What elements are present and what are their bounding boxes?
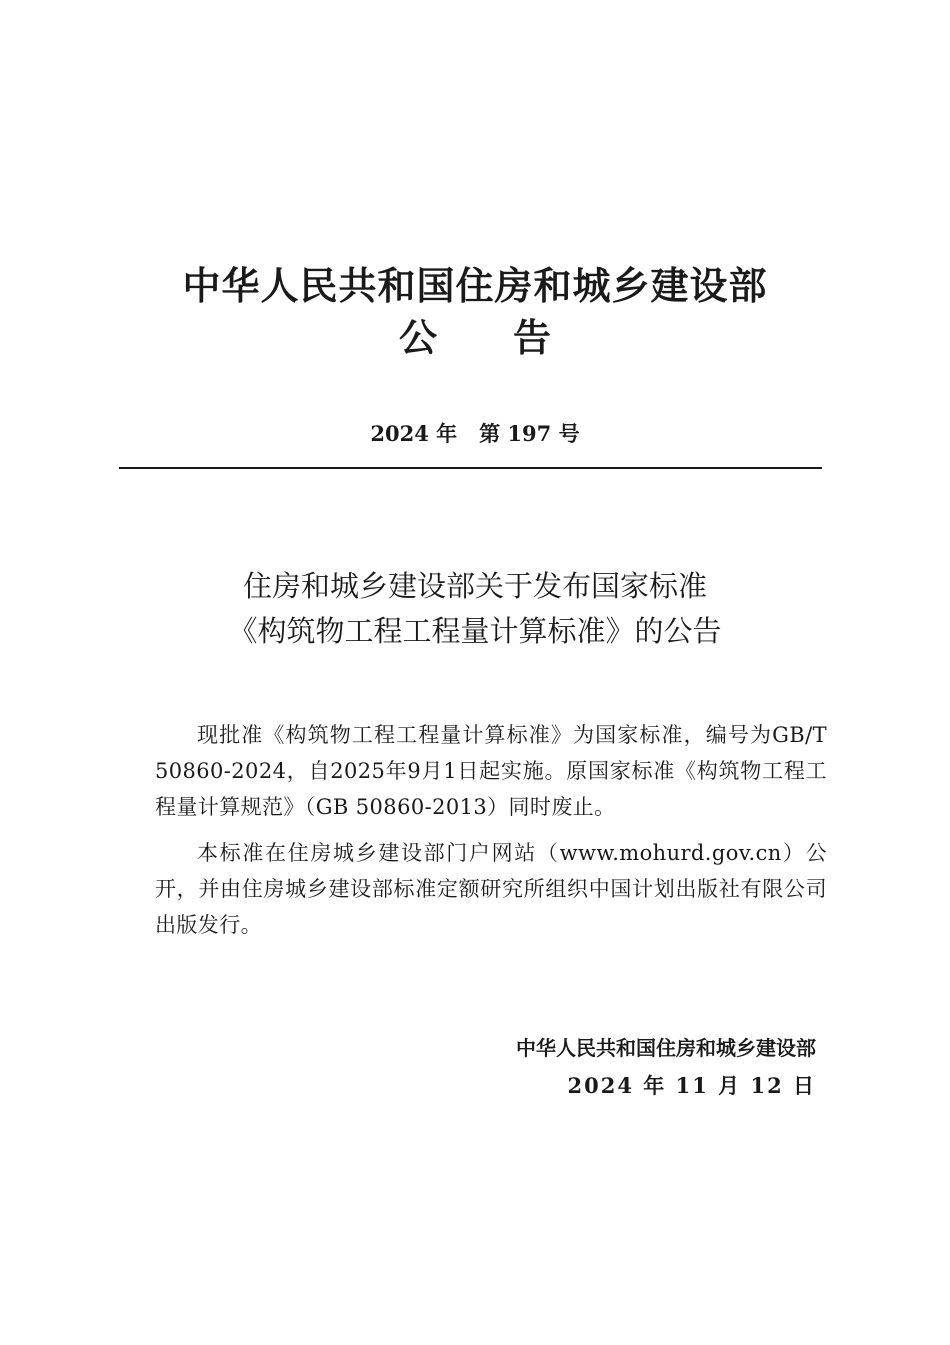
signature-organization: 中华人民共和国住房和城乡建设部 [516, 1036, 816, 1060]
signature-date: 2024 年 11 月 12 日 [567, 1073, 816, 1098]
subject-line-2: 《构筑物工程工程量计算标准》的公告 [228, 614, 722, 648]
ministry-title: 中华人民共和国住房和城乡建设部 [182, 264, 768, 308]
announcement-body [155, 717, 827, 953]
header-divider [119, 467, 822, 469]
document-number: 2024 年 第 197 号 [370, 421, 580, 446]
body-paragraph-1: 现批准《构筑物工程工程量计算标准》为国家标准，编号为GB/T 50860-2024，自2025年9月1日起实施。原国家标准《构筑物工程工程量计算规范》（GB 50860-2013）同时废止。 [155, 723, 827, 819]
announcement-subject [0, 564, 950, 654]
subject-line-1: 住房和城乡建设部关于发布国家标准 [242, 569, 707, 603]
announcement-heading: 公告 [398, 316, 627, 360]
body-paragraph-2: 本标准在住房城乡建设部门户网站（www.mohurd.gov.cn）公开，并由住房城乡建设部标准定额研究所组织中国计划出版社有限公司出版发行。 [155, 841, 827, 937]
